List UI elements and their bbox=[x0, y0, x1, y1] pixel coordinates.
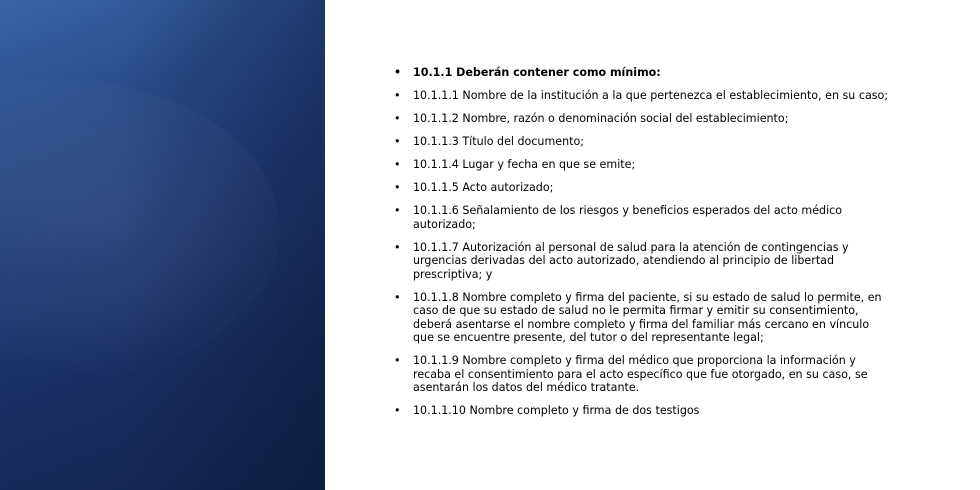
list-item-text: 10.1.1.7 Autorización al personal de salud para la atención de contingencias y bbox=[413, 240, 849, 254]
list-item-text: prescriptiva; y bbox=[413, 267, 493, 281]
list-item bbox=[394, 354, 934, 395]
list-item-text: autorizado; bbox=[413, 217, 476, 231]
slide-title-line: consentimiento bbox=[749, 207, 944, 239]
bullet-icon: • bbox=[394, 290, 401, 304]
list-item bbox=[394, 112, 934, 126]
list-item-text: caso de que su estado de salud no le permita firmar y emitir su consentimiento, bbox=[413, 304, 859, 317]
list-item-text: deberá asentarse el nombre completo y firma del familiar más cercano en vínculo bbox=[413, 317, 870, 331]
list-item-text: 10.1.1.3 Título del documento; bbox=[413, 135, 585, 148]
list-item-text: asentarán los datos del médico tratante. bbox=[413, 381, 640, 394]
list-item bbox=[394, 204, 934, 231]
list-item-text: 10.1.1 Deberán contener como mínimo: bbox=[413, 66, 661, 79]
list-item-text: 10.1.1.2 Nombre, razón o denominación social del establecimiento; bbox=[413, 112, 789, 125]
bullet-icon: • bbox=[394, 404, 401, 417]
bullet-icon: • bbox=[394, 181, 401, 194]
list-item bbox=[394, 89, 934, 103]
bullet-icon: • bbox=[394, 240, 401, 254]
bullet-icon: • bbox=[394, 354, 401, 367]
list-item-text: 10.1.1.6 Señalamiento de los riesgos y beneficios esperados del acto médico bbox=[413, 204, 843, 217]
bullet-icon: • bbox=[394, 112, 401, 125]
bullet-icon: • bbox=[394, 89, 401, 102]
slide-title-line: informado. bbox=[807, 241, 944, 273]
list-item-text: urgencias derivadas del acto autorizado, atendiendo al principio de libertad bbox=[413, 254, 835, 267]
title-panel bbox=[0, 0, 325, 490]
list-item-text: que se encuentre presente, del tutor o del representante legal; bbox=[413, 331, 764, 344]
bullet-icon: • bbox=[394, 204, 401, 217]
decorative-shade bbox=[120, 0, 325, 490]
list-item-text: 10.1.1.5 Acto autorizado; bbox=[413, 181, 554, 194]
list-item bbox=[394, 181, 934, 195]
list-item-text: 10.1.1.9 Nombre completo y firma del médico que proporciona la información y bbox=[413, 354, 856, 367]
list-item bbox=[394, 158, 934, 172]
list-item bbox=[394, 241, 934, 282]
list-item bbox=[394, 135, 934, 149]
bullet-icon: • bbox=[394, 135, 401, 148]
list-item bbox=[394, 404, 934, 418]
list-item bbox=[394, 291, 934, 345]
bullet-icon: • bbox=[394, 66, 402, 79]
list-item-text: recaba el consentimiento para el acto específico que fue otorgado, en su caso, se bbox=[413, 367, 868, 381]
list-item-text: 10.1.1.8 Nombre completo y firma del paciente, si su estado de salud lo permite, en bbox=[413, 290, 882, 304]
bullet-icon: • bbox=[394, 158, 401, 171]
list-item-text: 10.1.1.1 Nombre de la institución a la que pertenezca el establecimiento, en su caso; bbox=[413, 89, 889, 102]
slide-title-line: 10.1 Cartas de bbox=[754, 173, 944, 205]
list-item-text: 10.1.1.10 Nombre completo y firma de dos testigos bbox=[413, 404, 700, 417]
content-bullet-list bbox=[394, 66, 934, 427]
list-item bbox=[394, 66, 934, 80]
list-item-text: 10.1.1.4 Lugar y fecha en que se emite; bbox=[413, 158, 636, 171]
